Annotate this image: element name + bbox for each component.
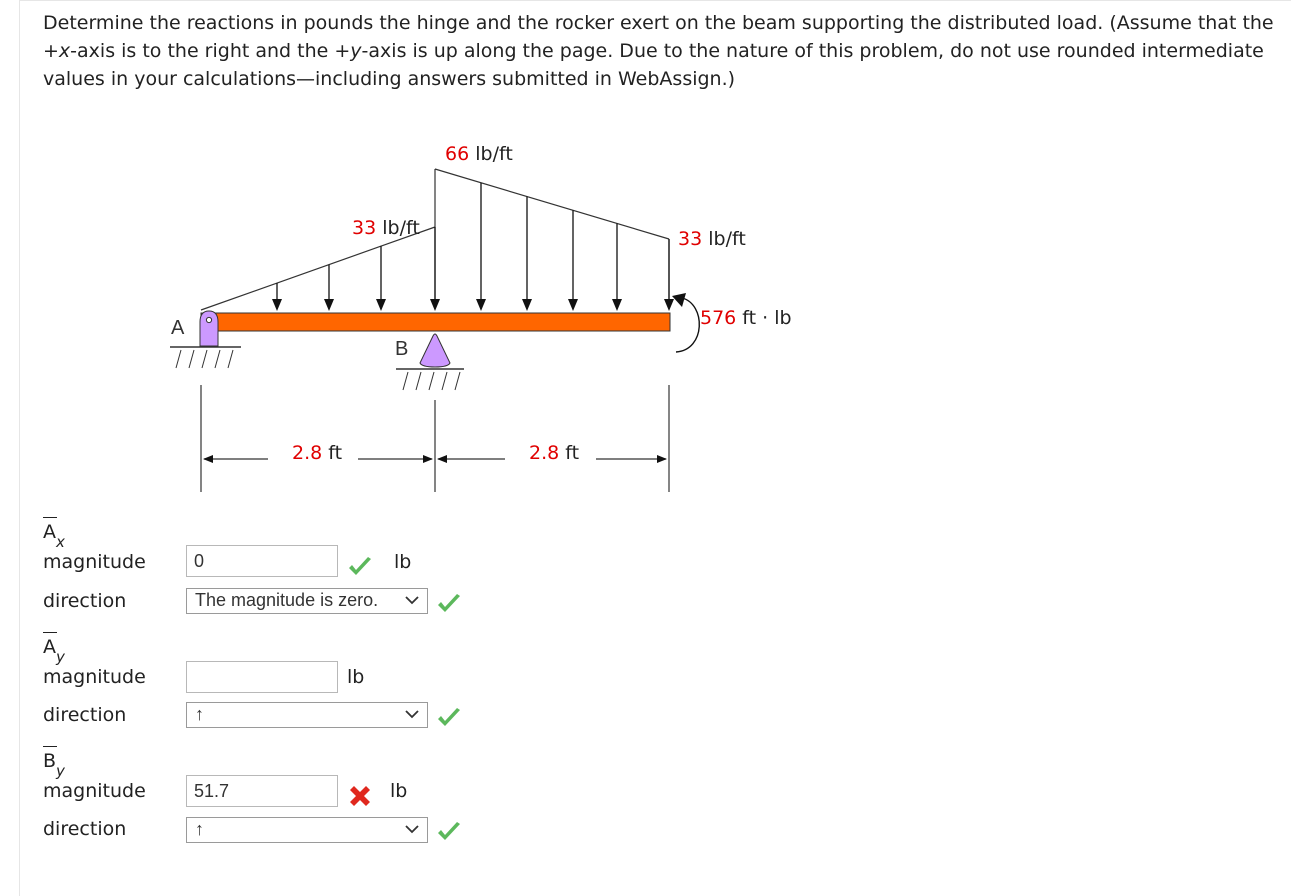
correct-icon (347, 555, 373, 579)
load-arrowhead (430, 299, 440, 311)
load-arrowhead (324, 299, 334, 311)
beam (201, 313, 670, 331)
load-right-slope (435, 169, 669, 239)
load-right-label: 33 lb/ft (678, 228, 746, 250)
dimension-right-label: 2.8 ft (529, 442, 580, 464)
by-direction-value: ↑ (195, 819, 204, 839)
load-arrowhead (664, 299, 674, 311)
load-arrowhead (522, 299, 532, 311)
load-arrowhead (476, 299, 486, 311)
label-a: A (171, 317, 185, 339)
load-arrowhead (612, 299, 622, 311)
ay-heading (43, 636, 65, 666)
chevron-down-icon (405, 593, 419, 607)
by-magnitude-label: magnitude (43, 780, 146, 802)
vector-overbar (43, 632, 57, 633)
ax-heading (43, 521, 65, 551)
load-arrowhead (272, 299, 282, 311)
x-axis-variable: x (58, 40, 71, 62)
load-arrowhead (376, 299, 386, 311)
incorrect-icon (347, 784, 373, 808)
y-axis-variable: y (350, 40, 362, 62)
ax-magnitude-label: magnitude (43, 551, 146, 573)
by-heading (43, 750, 65, 780)
by-direction-label: direction (43, 818, 127, 840)
ax-direction-select[interactable] (186, 588, 428, 614)
vector-overbar (43, 746, 57, 747)
ax-direction-value: The magnitude is zero. (195, 590, 379, 610)
load-left-slope (201, 227, 435, 310)
chevron-down-icon (405, 822, 419, 836)
ay-subscript: y (56, 647, 65, 666)
dimension-left-label: 2.8 ft (292, 442, 343, 464)
correct-icon (436, 592, 462, 616)
problem-text-part-1: Determine the reactions in pounds the hinge and the rocker exert on the beam supporting the distributed load. (Assume that the + (43, 12, 1274, 62)
dimension-lines (201, 385, 669, 492)
chevron-down-icon (405, 707, 419, 721)
ay-direction-label: direction (43, 704, 127, 726)
ay-magnitude-label: magnitude (43, 666, 146, 688)
by-unit: lb (390, 780, 408, 802)
problem-text-part-2: -axis is to the right and the + (70, 40, 351, 62)
load-arrows (272, 183, 674, 311)
load-peak-label: 66 lb/ft (445, 143, 513, 165)
correct-icon (436, 706, 462, 730)
moment-label: 576 ft · lb (700, 307, 792, 329)
by-subscript: y (56, 761, 65, 780)
ay-direction-value: ↑ (195, 704, 204, 724)
label-b: B (395, 338, 409, 360)
load-arrowhead (568, 299, 578, 311)
applied-moment (672, 293, 699, 352)
load-left-label: 33 lb/ft (352, 217, 420, 239)
ax-direction-label: direction (43, 590, 127, 612)
ax-magnitude-input[interactable]: 0 (186, 545, 338, 577)
by-magnitude-input[interactable]: 51.7 (186, 775, 338, 807)
ay-symbol: A (43, 636, 56, 658)
ay-direction-select[interactable] (186, 702, 428, 728)
vector-overbar (43, 517, 57, 518)
ax-unit: lb (394, 551, 412, 573)
ay-magnitude-input[interactable] (186, 661, 338, 693)
by-symbol: B (43, 750, 57, 772)
ax-subscript: x (56, 532, 65, 551)
correct-icon (436, 820, 462, 844)
problem-text-part-3: -axis is up along the page. Due to the nature of this problem, do not use rounded intermediate values in your calculations—including answers submitted in WebAssign.) (43, 40, 1264, 90)
ax-symbol: A (43, 521, 56, 543)
by-direction-select[interactable] (186, 817, 428, 843)
ay-unit: lb (347, 666, 365, 688)
